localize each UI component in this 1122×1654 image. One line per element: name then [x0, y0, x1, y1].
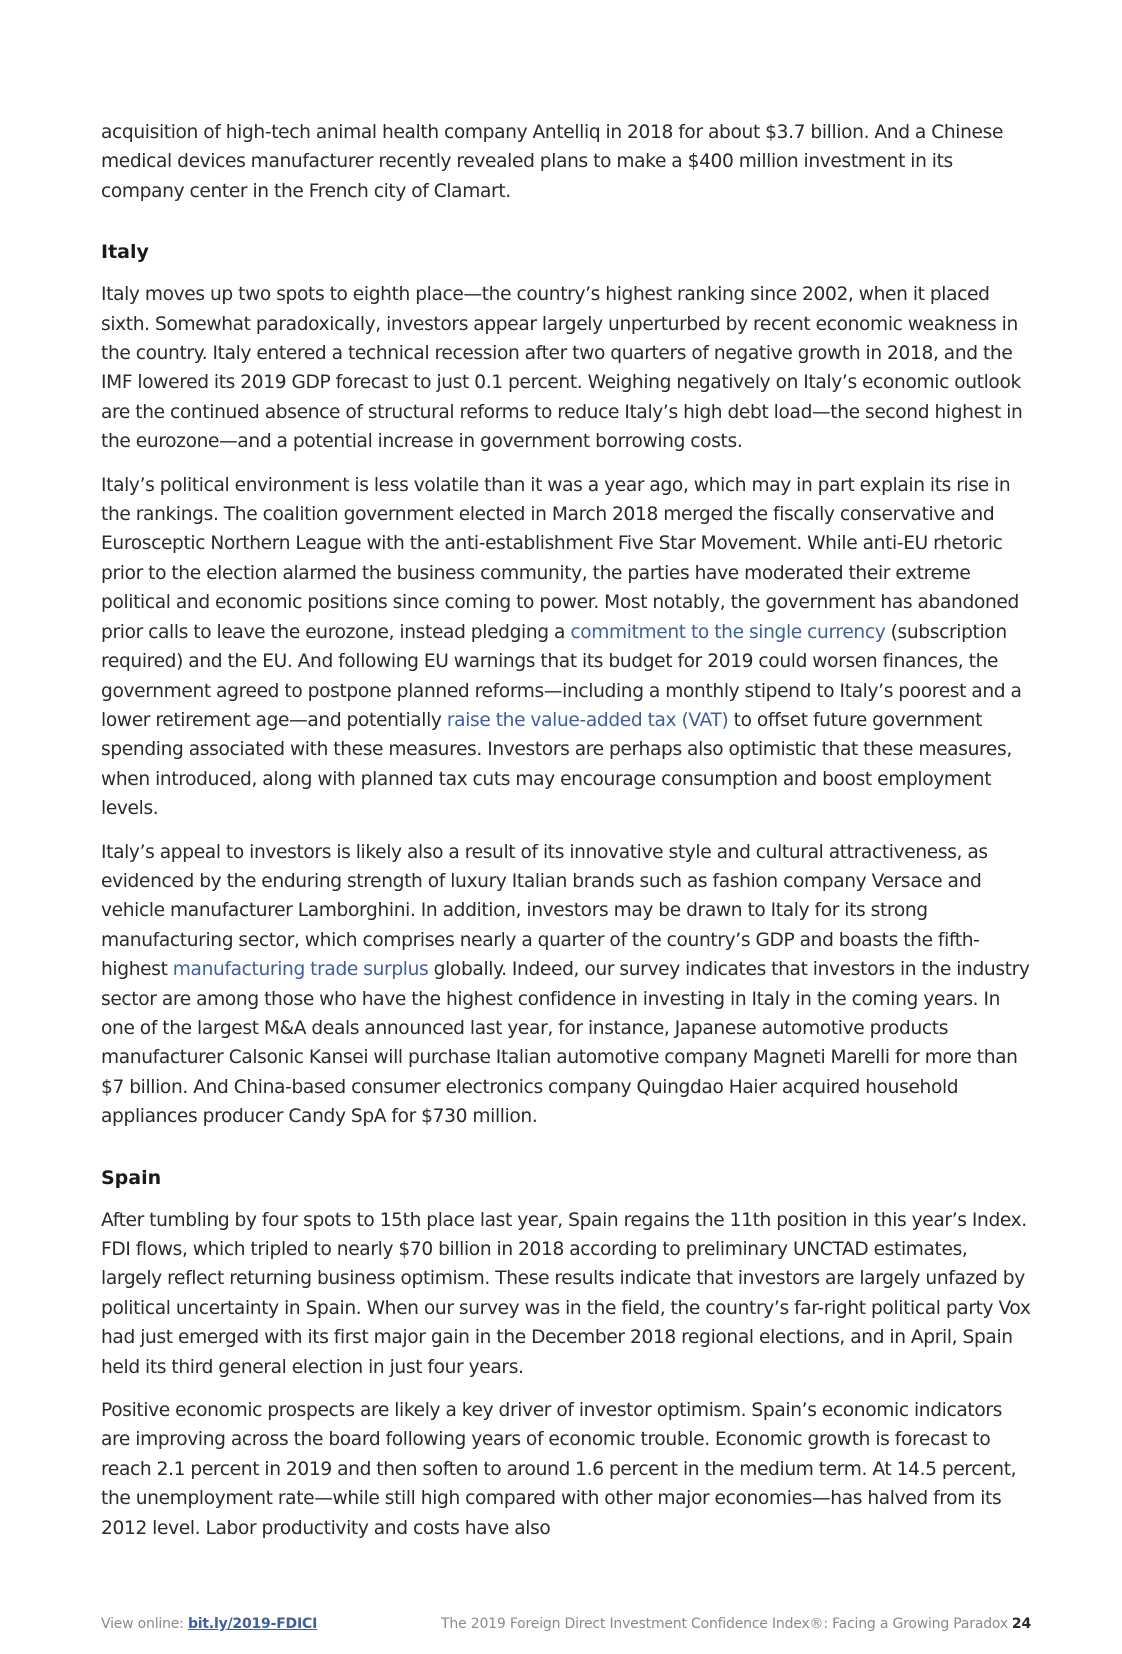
raise-vat-link[interactable]: raise the value-added tax (VAT) [446, 709, 729, 731]
italy-paragraph-3 [101, 838, 1031, 1132]
manufacturing-trade-surplus-link[interactable]: manufacturing trade surplus [172, 959, 429, 981]
article-body [101, 118, 1031, 1557]
italy-p2-text-2: (subscription required) and the EU. And following EU warnings that its budget for 2019 could worsen finances, the government agreed to postpone planned reforms—including a monthly stipend to Italy’s poorest and a lower retirement age—and potentially [101, 621, 1022, 731]
spain-paragraph-1: After tumbling by four spots to 15th place last year, Spain regains the 11th position in this year’s Index. FDI flows, which tripled to nearly $70 billion in 2018 according to preliminary UNCTAD estimates, largely reflect returning business optimism. These results indicate that investors are largely unfazed by political uncertainty in Spain. When our survey was in the field, the country’s far-right political party Vox had just emerged with its first major gain in the December 2018 regional elections, and in April, Spain held its third general election in just four years. [101, 1209, 1031, 1378]
italy-p2-text-1: Italy’s political environment is less volatile than it was a year ago, which may in part explain its rise in the rankings. The coalition government elected in March 2018 merged the fiscally conservative and Eurosceptic Northern League with the anti-establishment Five Star Movement. While anti-EU rhetoric prior to the election alarmed the business community, the parties have moderated their extreme political and economic positions since coming to power. Most notably, the government has abandoned prior calls to leave the eurozone, instead pledging a [101, 474, 1019, 643]
spain-paragraph-2: Positive economic prospects are likely a key driver of investor optimism. Spain’s economic indicators are improving across the board following years of economic trouble. Economic growth is forecast to reach 2.1 percent in 2019 and then soften to around 1.6 percent in the medium term. At 14.5 percent, the unemployment rate—while still high compared with other major economies—has halved from its 2012 level. Labor productivity and costs have also [101, 1400, 1017, 1539]
commitment-single-currency-link[interactable]: commitment to the single currency [570, 621, 886, 643]
italy-paragraph-1: Italy moves up two spots to eighth place—the country’s highest ranking since 2002, when it placed sixth. Somewhat paradoxically, investors appear largely unperturbed by recent economic weakness in the country. Italy entered a technical recession after two quarters of negative growth in 2018, and the IMF lowered its 2019 GDP forecast to just 0.1 percent. Weighing negatively on Italy’s economic outlook are the continued absence of structural reforms to reduce Italy’s high debt load—the second highest in the eurozone—and a potential increase in government borrowing costs. [101, 284, 1023, 453]
italy-p2-text-3: to offset future government spending associated with these measures. Investors are perhaps also optimistic that these measures, when introduced, along with planned tax cuts may encourage consumption and boost employment levels. [101, 709, 1012, 820]
page-footer [101, 1616, 1031, 1636]
italy-heading: Italy [101, 241, 149, 264]
spain-heading: Spain [101, 1166, 162, 1189]
view-online-link[interactable]: bit.ly/2019-FDICI [187, 1616, 318, 1632]
page-number: 24 [1011, 1616, 1031, 1632]
intro-paragraph: acquisition of high-tech animal health company Antelliq in 2018 for about $3.7 billion. And a Chinese medical devices manufacturer recently revealed plans to make a $400 million investment in its company center in the French city of Clamart. [101, 122, 1004, 202]
italy-p3-text-1: Italy’s appeal to investors is likely also a result of its innovative style and cultural attractiveness, as evidenced by the enduring strength of luxury Italian brands such as fashion company Versace and vehicle manufacturer Lamborghini. In addition, investors may be drawn to Italy for its strong manufacturing sector, which comprises nearly a quarter of the country’s GDP and boasts the fifth-highest [101, 841, 988, 981]
italy-p3-text-2: globally. Indeed, our survey indicates that investors in the industry sector are among those who have the highest confidence in investing in Italy in the coming years. In one of the largest M&A deals announced last year, for instance, Japanese automotive products manufacturer Calsonic Kansei will purchase Italian automotive company Magneti Marelli for more than $7 billion. And China-based consumer electronics company Quingdao Haier acquired household appliances producer Candy SpA for $730 million. [101, 959, 1030, 1128]
publication-title: The 2019 Foreign Direct Investment Confidence Index®: Facing a Growing Paradox [441, 1616, 1008, 1632]
footer-view-online [101, 1616, 317, 1632]
view-online-label: View online: [101, 1616, 188, 1632]
italy-paragraph-2 [101, 471, 1031, 824]
footer-publication [441, 1616, 1031, 1632]
